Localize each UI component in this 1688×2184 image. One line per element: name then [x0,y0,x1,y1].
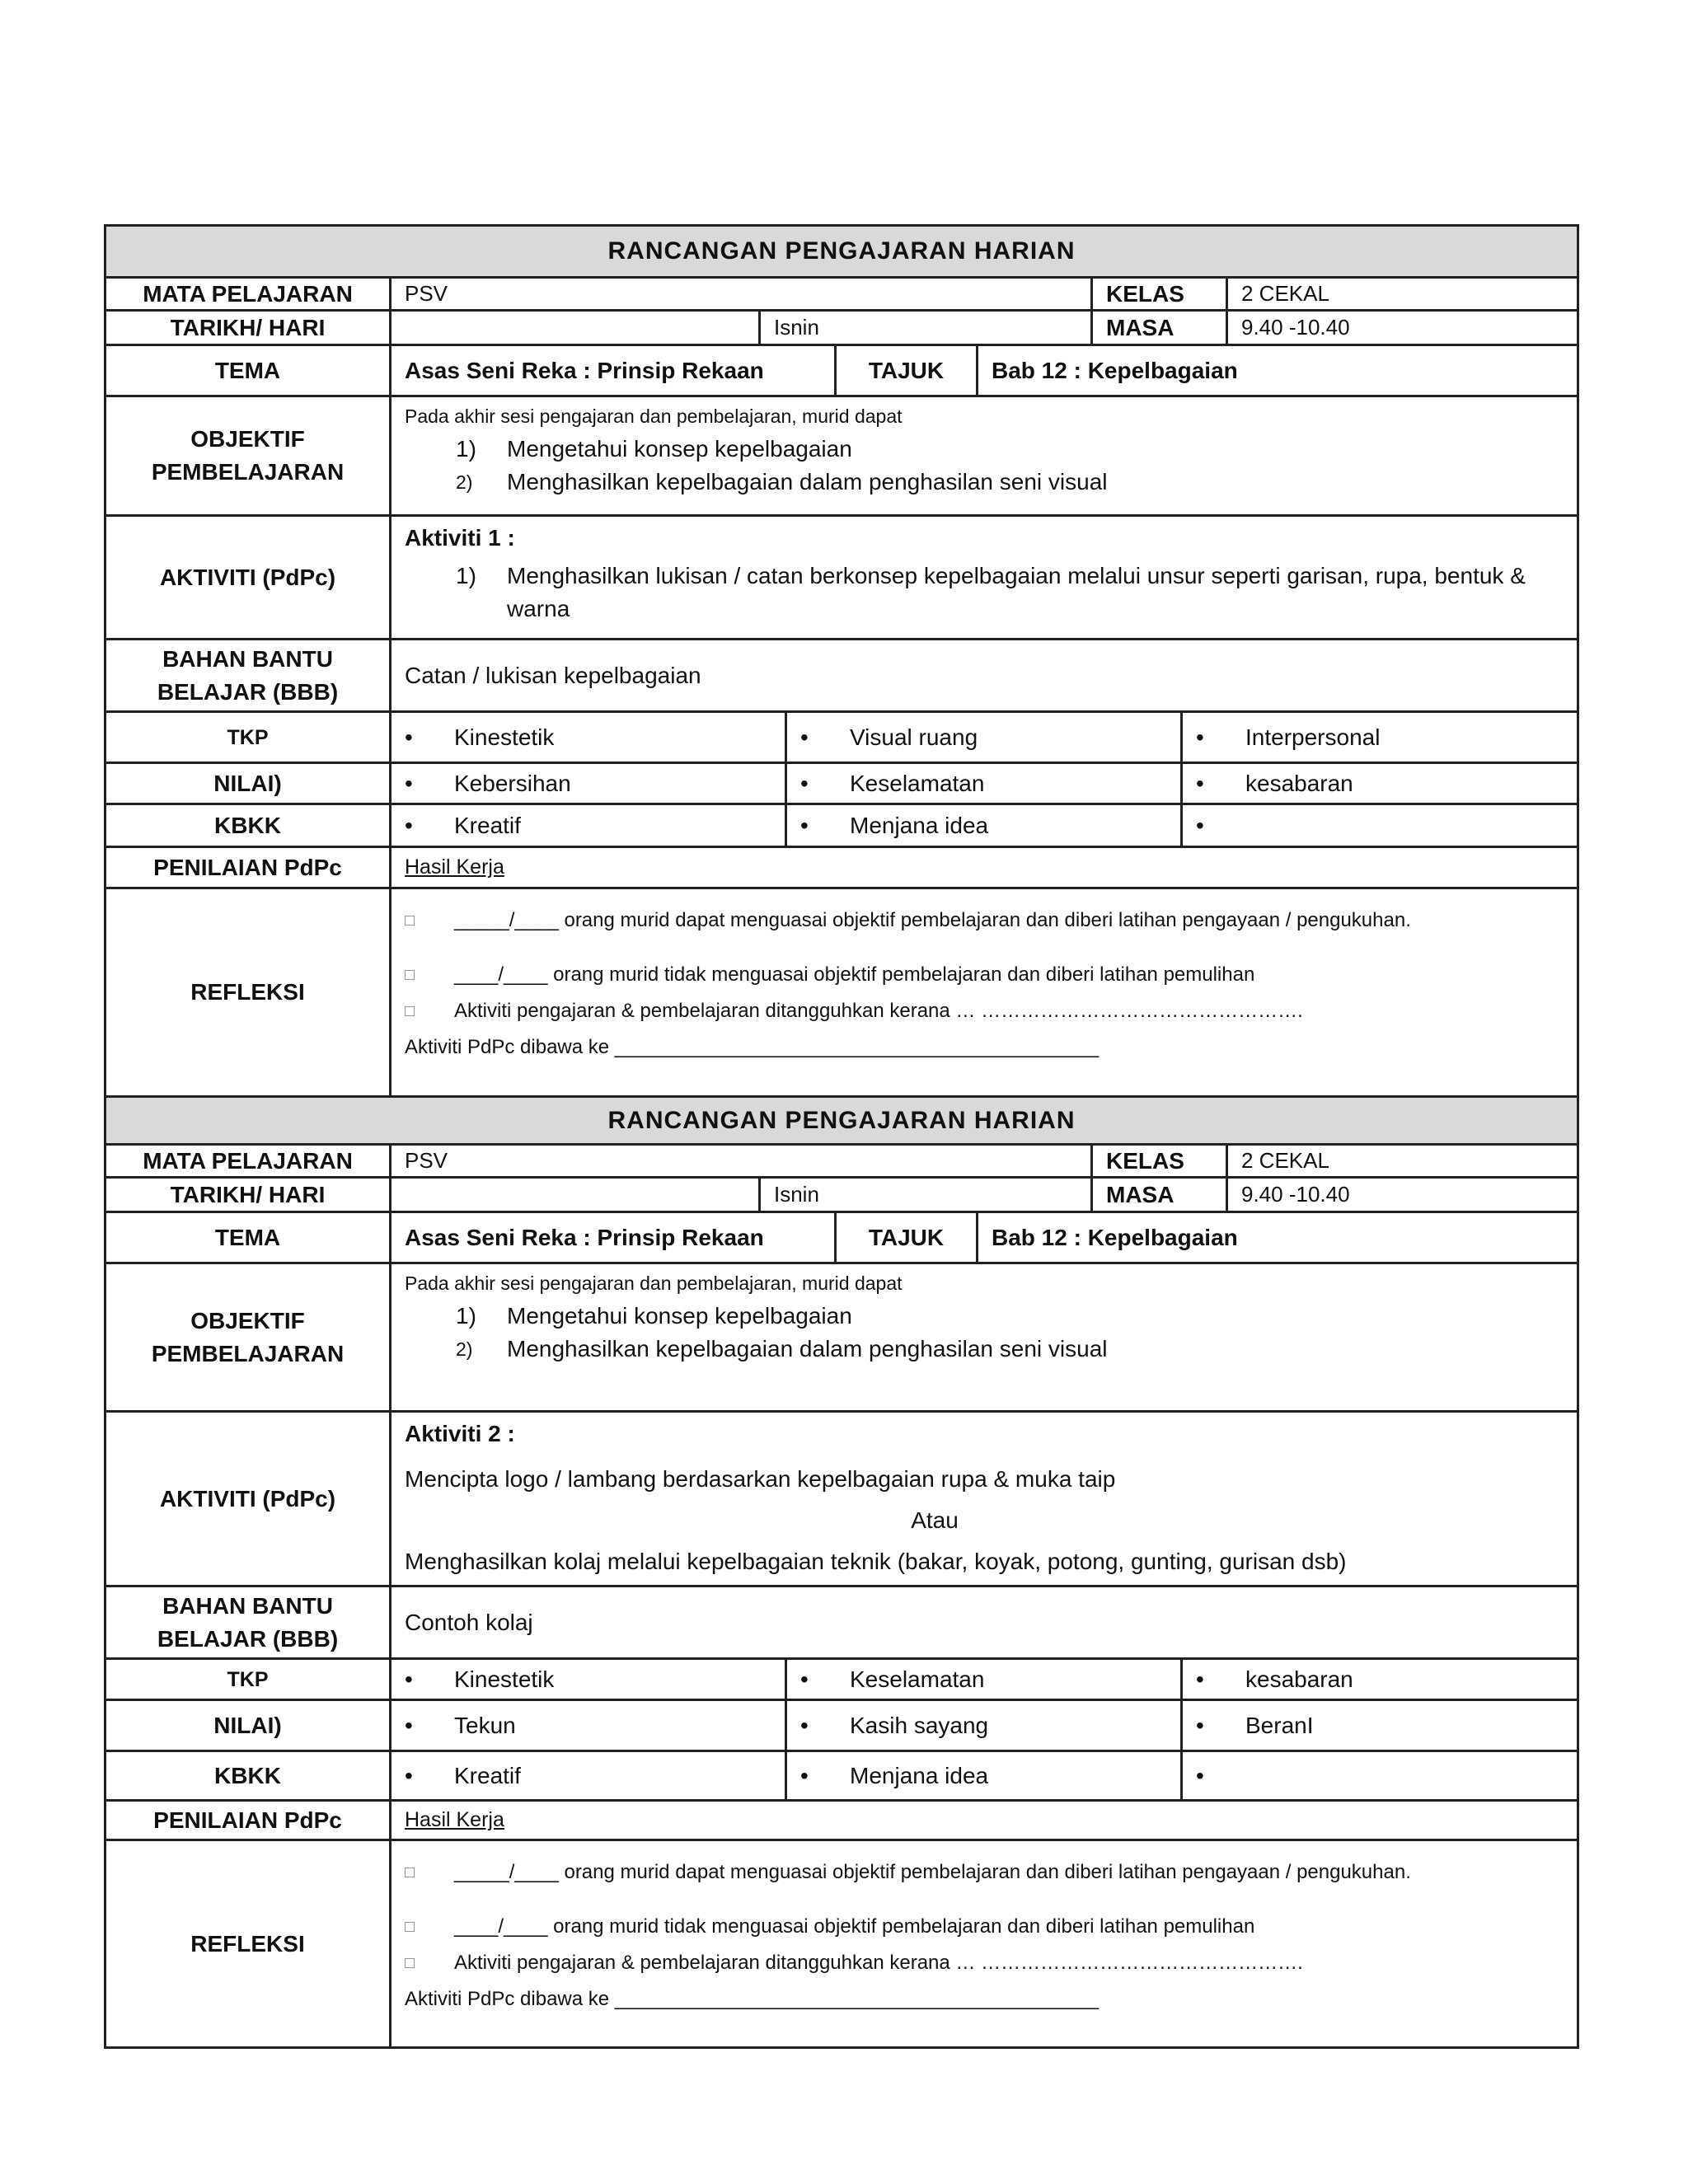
value-tema: Asas Seni Reka : Prinsip Rekaan [392,346,837,395]
refleksi-line: □ ____/____ orang murid tidak menguasai objektif pembelajaran dan diberi latihan pemulihan [405,1915,1255,1938]
label-tajuk: TAJUK [837,1213,978,1262]
bullet-icon: • [800,1666,809,1692]
label-tajuk: TAJUK [837,346,978,395]
nilai-item: • Kasih sayang [800,1712,989,1738]
bullet-icon: • [800,770,809,796]
refleksi-content [392,1841,1577,2046]
refleksi-line: □ Aktiviti pengajaran & pembelajaran ditangguhkan kerana … …………………………………………. [405,1952,1303,1974]
objektif-item [405,1333,1564,1366]
label-tarikh: TARIKH/ HARI [106,1179,392,1211]
label-masa: MASA [1093,312,1228,344]
tkp-item: • Kinestetik [405,1666,555,1692]
objektif-num: 1) [456,1303,476,1329]
nilai-item: • Keselamatan [800,770,985,796]
objektif-content [392,1264,1577,1410]
value-mata-pelajaran: PSV [392,279,1093,309]
label-refleksi: REFLEKSI [106,889,392,1095]
objektif-num: 1) [456,436,476,462]
form-header [106,227,1577,276]
value-kelas: 2 CEKAL [1241,1148,1329,1173]
aktiviti-line: Mencipta logo / lambang berdasarkan kepelbagaian rupa & muka taip [405,1466,1116,1492]
row-mata-pelajaran [106,276,1577,309]
checkbox-icon[interactable]: □ [405,1917,415,1936]
row-bbb [106,1585,1577,1657]
bullet-icon: • [405,812,413,838]
row-kbkk [106,803,1577,846]
row-refleksi [106,887,1577,1095]
form-header [106,1095,1577,1143]
aktiviti-text: Menghasilkan lukisan / catan berkonsep kepelbagaian melalui unsur seperti garisan, rupa, bentuk & warna [507,563,1526,621]
label-mata-pelajaran: MATA PELAJARAN [106,1146,392,1176]
row-nilai [106,762,1577,803]
label-kelas: KELAS [1093,1146,1228,1176]
objektif-intro: Pada akhir sesi pengajaran dan pembelajaran, murid dapat [405,405,903,427]
kbkk-item [1196,813,1245,839]
aktiviti-item [405,560,1564,626]
objektif-intro: Pada akhir sesi pengajaran dan pembelajaran, murid dapat [405,1272,903,1294]
kbkk-item: • Kreatif [405,1762,521,1788]
row-mata-pelajaran [106,1143,1577,1176]
value-tajuk: Bab 12 : Kepelbagaian [992,357,1238,383]
label-tkp: TKP [106,1660,392,1699]
bullet-icon: • [405,770,413,796]
label-penilaian: PENILAIAN PdPc [106,1802,392,1839]
label-mata-pelajaran: MATA PELAJARAN [106,279,392,309]
bullet-icon: • [405,1762,413,1788]
value-masa: 9.40 -10.40 [1241,1182,1350,1207]
row-aktiviti [106,514,1577,638]
refleksi-last: Aktiviti PdPc dibawa ke ____________________________________________ [405,1988,1100,2010]
bullet-icon: • [405,724,413,750]
label-nilai: NILAI) [106,764,392,803]
tkp-item: • Visual ruang [800,724,978,750]
value-tarikh [392,1179,761,1211]
objektif-content [392,397,1577,514]
refleksi-line: □ _____/____ orang murid dapat menguasai objektif pembelajaran dan diberi latihan pengayaan / pengukuhan. [405,1861,1411,1883]
label-tema: TEMA [106,1213,392,1262]
value-tema: Asas Seni Reka : Prinsip Rekaan [392,1213,837,1262]
objektif-item [405,433,1564,466]
bullet-icon: • [405,1712,413,1738]
row-penilaian [106,846,1577,887]
tkp-item: • Interpersonal [1196,724,1381,750]
row-nilai [106,1699,1577,1750]
row-kbkk [106,1750,1577,1799]
objektif-text: Mengetahui konsep kepelbagaian [507,1303,852,1329]
bullet-icon: • [1196,1712,1204,1738]
value-tajuk: Bab 12 : Kepelbagaian [992,1224,1238,1250]
value-penilaian: Hasil Kerja [405,1808,504,1831]
label-aktiviti: AKTIVITI (PdPc) [106,1413,392,1585]
form-title: RANCANGAN PENGAJARAN HARIAN [607,1106,1076,1134]
row-tarikh [106,309,1577,344]
label-masa: MASA [1093,1179,1228,1211]
aktiviti-content [392,1413,1577,1585]
kbkk-item: • Menjana idea [800,812,989,838]
bullet-icon: • [800,724,809,750]
aktiviti-content [392,517,1577,638]
bullet-icon: • [1196,1666,1204,1692]
label-aktiviti: AKTIVITI (PdPc) [106,517,392,638]
refleksi-content [392,889,1577,1095]
label-penilaian: PENILAIAN PdPc [106,848,392,887]
value-bbb: Catan / lukisan kepelbagaian [405,662,701,688]
row-tkp [106,1657,1577,1699]
checkbox-icon[interactable]: □ [405,1953,415,1972]
nilai-item: • kesabaran [1196,770,1353,796]
label-objektif: OBJEKTIF PEMBELAJARAN [106,1264,392,1410]
objektif-text: Menghasilkan kepelbagaian dalam penghasilan seni visual [507,1336,1108,1361]
refleksi-last: Aktiviti PdPc dibawa ke ____________________________________________ [405,1036,1100,1058]
label-objektif: OBJEKTIF PEMBELAJARAN [106,397,392,514]
label-bbb: BAHAN BANTU BELAJAR (BBB) [106,1587,392,1657]
row-aktiviti [106,1410,1577,1585]
checkbox-icon[interactable]: □ [405,1863,415,1882]
value-mata-pelajaran: PSV [392,1146,1093,1176]
value-hari: Isnin [761,1179,1093,1211]
objektif-item [405,1300,1564,1333]
bullet-icon: • [1196,770,1204,796]
nilai-item: • BeranI [1196,1712,1314,1738]
tkp-item: • Keselamatan [800,1666,985,1692]
bullet-icon: • [405,1666,413,1692]
label-refleksi: REFLEKSI [106,1841,392,2046]
row-tema [106,344,1577,395]
aktiviti-line: Menghasilkan kolaj melalui kepelbagaian teknik (bakar, koyak, potong, gunting, gurisan dsb) [405,1549,1347,1574]
nilai-item: • Kebersihan [405,770,571,796]
row-tema [106,1211,1577,1262]
refleksi-line: □ ____/____ orang murid tidak menguasai objektif pembelajaran dan diberi latihan pemulihan [405,963,1255,986]
kbkk-item [1196,1763,1245,1789]
checkbox-icon[interactable]: □ [405,1001,415,1020]
bullet-icon: • [1196,724,1204,750]
aktiviti-num: 1) [456,563,476,588]
checkbox-icon[interactable]: □ [405,911,415,930]
row-objektif [106,1262,1577,1410]
value-masa: 9.40 -10.40 [1241,315,1350,340]
aktiviti-title: Aktiviti 1 : [405,525,515,551]
nilai-item: • Tekun [405,1712,516,1738]
objektif-num: 2) [456,1338,473,1360]
label-kbkk: KBKK [106,805,392,846]
objektif-num: 2) [456,471,473,493]
value-penilaian: Hasil Kerja [405,855,504,879]
aktiviti-line: Atau [911,1507,959,1533]
tkp-item: • Kinestetik [405,724,555,750]
label-tarikh: TARIKH/ HARI [106,312,392,344]
label-kbkk: KBKK [106,1752,392,1799]
row-bbb [106,638,1577,710]
label-kelas: KELAS [1093,279,1228,309]
row-tkp [106,710,1577,762]
bullet-icon: • [1196,1762,1204,1788]
kbkk-item: • Kreatif [405,812,521,838]
bullet-icon: • [800,1762,809,1788]
kbkk-item: • Menjana idea [800,1762,989,1788]
objektif-text: Mengetahui konsep kepelbagaian [507,436,852,462]
value-hari: Isnin [761,312,1093,344]
tkp-item: • kesabaran [1196,1666,1353,1692]
aktiviti-title: Aktiviti 2 : [405,1421,515,1446]
form-title: RANCANGAN PENGAJARAN HARIAN [607,237,1076,265]
value-kelas: 2 CEKAL [1241,281,1329,306]
label-tema: TEMA [106,346,392,395]
bullet-icon: • [1196,812,1204,838]
label-tkp: TKP [106,713,392,762]
label-nilai: NILAI) [106,1701,392,1750]
checkbox-icon[interactable]: □ [405,965,415,984]
label-bbb: BAHAN BANTU BELAJAR (BBB) [106,640,392,710]
bullet-icon: • [800,1712,809,1738]
value-bbb: Contoh kolaj [405,1609,533,1635]
value-tarikh [392,312,761,344]
objektif-text: Menghasilkan kepelbagaian dalam penghasilan seni visual [507,469,1108,494]
refleksi-line: □ Aktiviti pengajaran & pembelajaran ditangguhkan kerana … …………………………………………. [405,1000,1303,1022]
row-tarikh [106,1176,1577,1211]
row-refleksi [106,1839,1577,2046]
objektif-item [405,466,1564,499]
row-objektif [106,395,1577,514]
refleksi-line: □ _____/____ orang murid dapat menguasai objektif pembelajaran dan diberi latihan pengayaan / pengukuhan. [405,909,1411,931]
lesson-plan-sheet [104,224,1579,2049]
row-penilaian [106,1799,1577,1839]
bullet-icon: • [800,812,809,838]
